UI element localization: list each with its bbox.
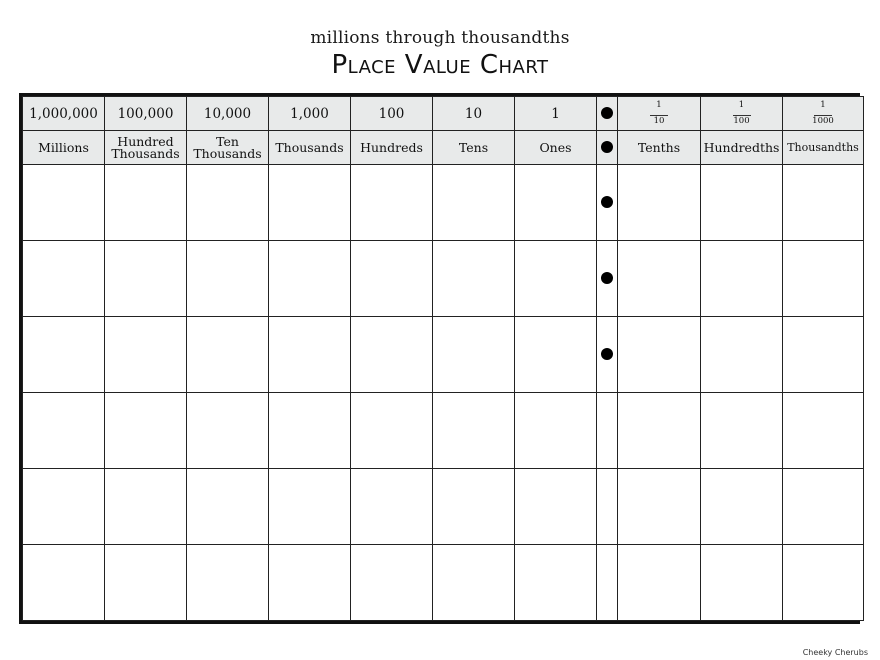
value-tenths (618, 97, 701, 131)
digit-cell[interactable] (187, 317, 269, 393)
digit-cell[interactable] (105, 469, 187, 545)
place-value-chart (19, 93, 860, 624)
table-row (23, 469, 864, 545)
credit-text: Cheeky Cherubs (802, 648, 868, 657)
digit-cell[interactable] (618, 393, 701, 469)
digit-cell[interactable] (515, 165, 597, 241)
decimal-point-cell (597, 393, 618, 469)
decimal-point-cell (597, 317, 618, 393)
name-hundredths: Hundredths (701, 131, 783, 165)
digit-cell[interactable] (269, 469, 351, 545)
digit-cell[interactable] (515, 317, 597, 393)
name-hundreds: Hundreds (351, 131, 433, 165)
value-hundreds: 100 (351, 97, 433, 131)
digit-cell[interactable] (105, 393, 187, 469)
value-ones: 1 (515, 97, 597, 131)
digit-cell[interactable] (515, 241, 597, 317)
digit-cell[interactable] (701, 393, 783, 469)
value-row (23, 97, 864, 131)
digit-cell[interactable] (701, 545, 783, 621)
digit-cell[interactable] (105, 241, 187, 317)
fraction-numerator: 1 (738, 99, 745, 110)
digit-cell[interactable] (187, 165, 269, 241)
decimal-point-cell (597, 469, 618, 545)
digit-cell[interactable] (701, 165, 783, 241)
digit-cell[interactable] (187, 469, 269, 545)
chart-title: Place Value Chart (331, 50, 549, 80)
digit-cell[interactable] (433, 165, 515, 241)
digit-cell[interactable] (783, 317, 864, 393)
digit-cell[interactable] (515, 545, 597, 621)
value-millions: 1,000,000 (23, 97, 105, 131)
digit-cell[interactable] (515, 393, 597, 469)
digit-cell[interactable] (351, 469, 433, 545)
fraction-denominator: 1000 (812, 115, 834, 126)
decimal-point-icon (601, 196, 613, 208)
place-value-table (22, 96, 864, 621)
name-hundred-thousands: Hundred Thousands (105, 131, 187, 165)
digit-cell[interactable] (351, 317, 433, 393)
digit-cell[interactable] (105, 317, 187, 393)
name-row (23, 131, 864, 165)
name-millions: Millions (23, 131, 105, 165)
digit-cell[interactable] (23, 469, 105, 545)
digit-cell[interactable] (23, 241, 105, 317)
name-ten-thousands: Ten Thousands (187, 131, 269, 165)
digit-cell[interactable] (351, 241, 433, 317)
table-row (23, 165, 864, 241)
digit-cell[interactable] (269, 317, 351, 393)
value-ten-thousands: 10,000 (187, 97, 269, 131)
table-row (23, 393, 864, 469)
name-thousandths: Thousandths (783, 131, 864, 165)
value-thousands: 1,000 (269, 97, 351, 131)
chart-subtitle: millions through thousandths (310, 28, 570, 48)
value-tens: 10 (433, 97, 515, 131)
digit-cell[interactable] (433, 393, 515, 469)
digit-cell[interactable] (618, 545, 701, 621)
fraction-numerator: 1 (656, 99, 662, 110)
digit-cell[interactable] (23, 545, 105, 621)
digit-cell[interactable] (105, 545, 187, 621)
digit-cell[interactable] (701, 241, 783, 317)
digit-cell[interactable] (187, 545, 269, 621)
digit-cell[interactable] (618, 241, 701, 317)
decimal-point-cell (597, 545, 618, 621)
digit-cell[interactable] (433, 317, 515, 393)
digit-cell[interactable] (618, 469, 701, 545)
decimal-point-cell (597, 165, 618, 241)
digit-cell[interactable] (783, 241, 864, 317)
digit-cell[interactable] (701, 317, 783, 393)
name-thousands: Thousands (269, 131, 351, 165)
decimal-point-icon (601, 272, 613, 284)
value-hundredths (701, 97, 783, 131)
digit-cell[interactable] (351, 165, 433, 241)
digit-cell[interactable] (105, 165, 187, 241)
table-row (23, 317, 864, 393)
digit-cell[interactable] (187, 393, 269, 469)
digit-cell[interactable] (515, 469, 597, 545)
table-row (23, 545, 864, 621)
fraction-numerator: 1 (820, 99, 826, 110)
digit-cell[interactable] (269, 393, 351, 469)
fraction-denominator: 10 (653, 115, 665, 126)
decimal-point-cell (597, 97, 618, 131)
digit-cell[interactable] (701, 469, 783, 545)
digit-cell[interactable] (269, 241, 351, 317)
digit-cell[interactable] (433, 469, 515, 545)
table-row (23, 241, 864, 317)
value-hundred-thousands: 100,000 (105, 97, 187, 131)
fraction-denominator: 100 (733, 115, 750, 126)
name-tens: Tens (433, 131, 515, 165)
digit-cell[interactable] (351, 545, 433, 621)
digit-cell[interactable] (783, 393, 864, 469)
digit-cell[interactable] (618, 165, 701, 241)
digit-cell[interactable] (23, 317, 105, 393)
decimal-point-cell (597, 131, 618, 165)
name-ones: Ones (515, 131, 597, 165)
digit-cell[interactable] (269, 545, 351, 621)
digit-cell[interactable] (618, 317, 701, 393)
digit-cell[interactable] (187, 241, 269, 317)
decimal-point-icon (601, 107, 613, 119)
digit-cell[interactable] (433, 241, 515, 317)
digit-cell[interactable] (23, 165, 105, 241)
decimal-point-icon (601, 141, 613, 153)
value-thousandths (783, 97, 864, 131)
name-tenths: Tenths (618, 131, 701, 165)
digit-cell[interactable] (23, 393, 105, 469)
decimal-point-icon (601, 348, 613, 360)
digit-cell[interactable] (783, 545, 864, 621)
digit-cell[interactable] (351, 393, 433, 469)
digit-cell[interactable] (783, 165, 864, 241)
digit-cell[interactable] (433, 545, 515, 621)
digit-cell[interactable] (783, 469, 864, 545)
digit-cell[interactable] (269, 165, 351, 241)
decimal-point-cell (597, 241, 618, 317)
